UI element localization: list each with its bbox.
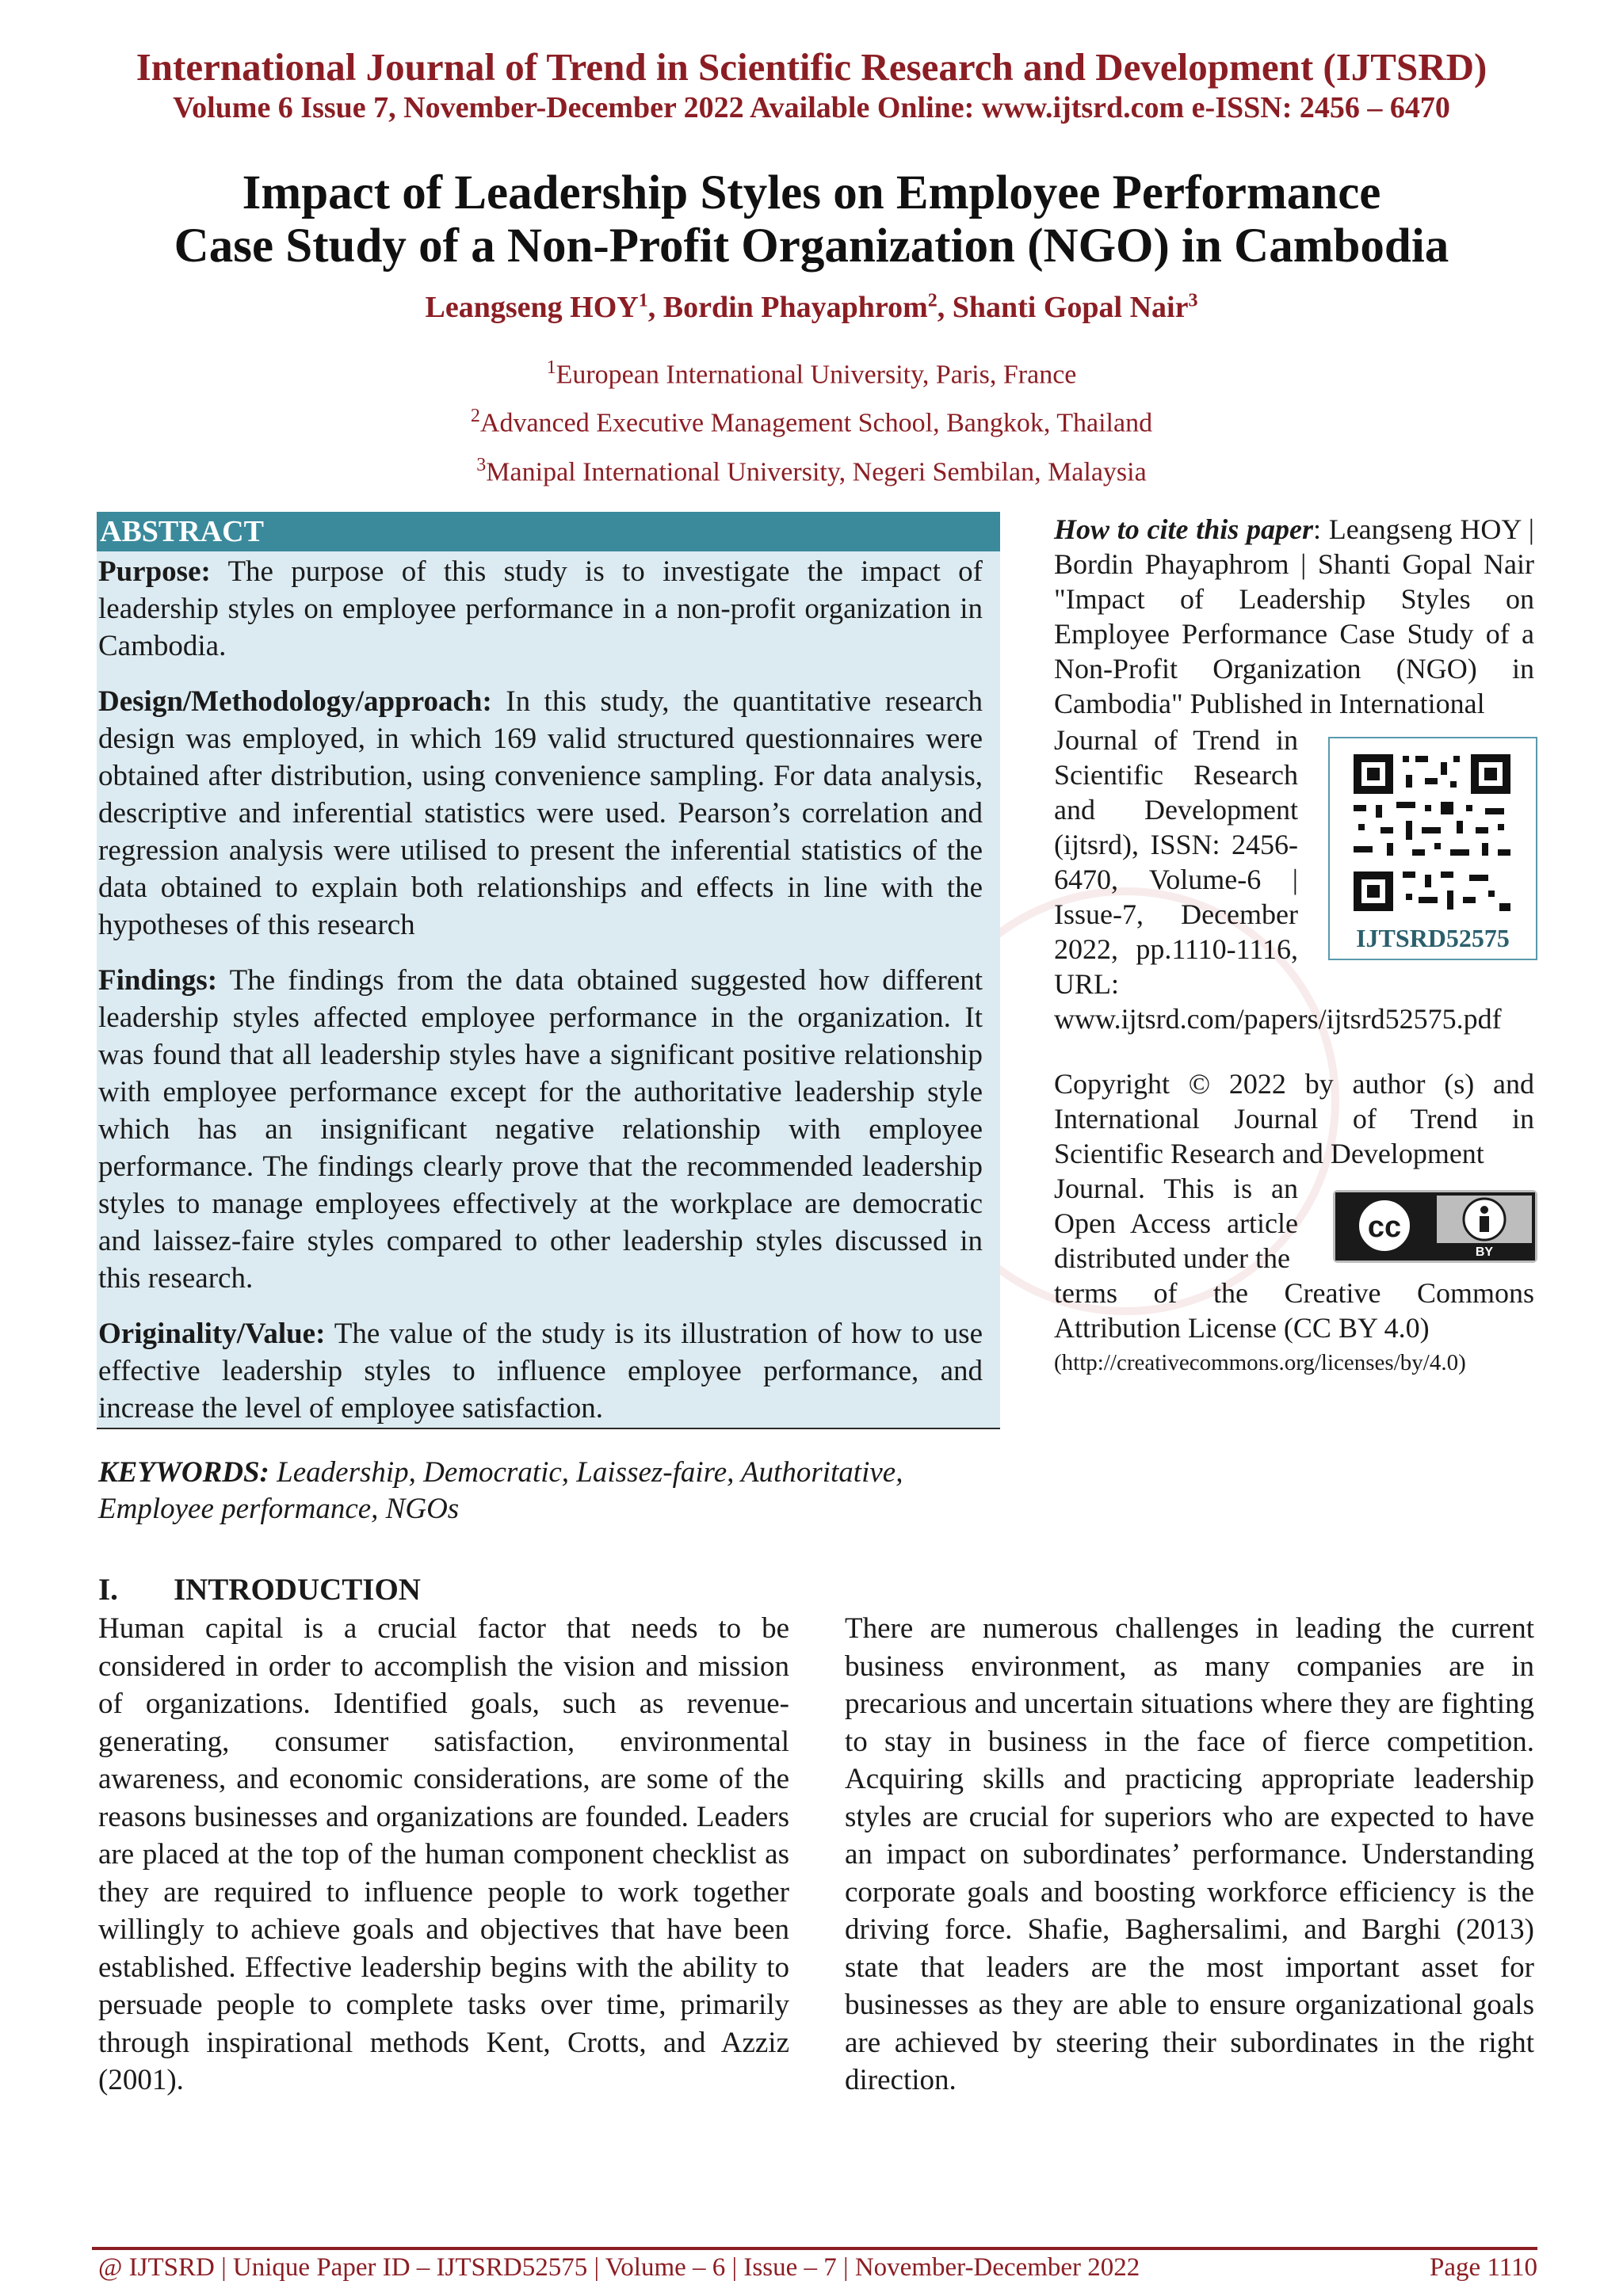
paper-title — [0, 166, 1623, 273]
affiliation-item: $^1$European International University, Paris, France — [546, 357, 1077, 390]
affiliations — [0, 347, 1623, 493]
page-footer — [98, 2253, 1537, 2283]
footer-info: @ IJTSRD | Unique Paper ID – IJTSRD52575 | Volume – 6 | Issue – 7 | November-December 2022 — [98, 2253, 1140, 2282]
copyright-text: Copyright © 2022 by author (s) and International Journal of Trend in Scientific Research and Development — [1054, 1068, 1534, 1169]
author-sup: 2 — [927, 290, 938, 311]
footer-rule — [92, 2247, 1537, 2250]
journal-issue-line: Volume 6 Issue 7, November-December 2022 Available Online: www.ijtsrd.com e-ISSN: 2456 – 6470 — [173, 91, 1450, 124]
citation-block: How to cite this paper: Leangseng HOY | Bordin Phayaphrom | Shanti Gopal Nair "Impact of Leadership Styles on Employee Performance Case Study of a Non-Profit Organization (NGO) in Cambodia" Published in International — [1054, 513, 1534, 719]
citation-details: Journal of Trend in Scientific Research and Development (ijtsrd), ISSN: 2456-6470, Volume-6 | Issue-7, December 2022, pp.1110-1116, URL: — [1054, 724, 1298, 1000]
cc-by-text: BY — [1475, 1245, 1494, 1259]
copyright-terms: terms of the Creative Commons Attribution License (CC BY 4.0) — [1054, 1277, 1534, 1344]
author-sup: 3 — [1188, 290, 1198, 311]
cc-badge-text: cc — [1367, 1211, 1402, 1244]
abstract-findings: Findings: The findings from the data obtained suggested how different leadership styles affected employee performance in the organization. It was found that all leadership styles have a significant positive relationship with employee performance except for the authoritative leadership style which has an insignificant negative relationship with employee performance. The findings clearly prove that the recommended leadership styles to manage employees effectively at the workplace are democratic and laissez-faire styles compared to other leadership styles discussed in this research. — [98, 964, 983, 1295]
paper-title-line1: Impact of Leadership Styles on Employee Performance — [242, 166, 1381, 219]
author-name: Leangseng HOY — [425, 291, 639, 324]
author-name: Bordin Phayaphrom — [663, 291, 928, 324]
abstract-heading: ABSTRACT — [97, 512, 1000, 551]
intro-left-column: Human capital is a crucial factor that needs to be considered in order to accomplish the vision and mission of organizations. Identified goals, such as revenue-generating, consumer satisfaction, environmental awareness, and economic considerations, are some of the reasons businesses and organizations are founded. Leaders are placed at the top of the human component checklist as they are required to influence people to work together willingly to achieve goals and objectives that have been established. Effective leadership begins with the ability to persuade people to complete tasks over time, primarily through inspirational methods Kent, Crotts, and Azziz (2001). — [98, 1612, 789, 2096]
author-sup: 1 — [638, 290, 648, 311]
qr-label: IJTSRD52575 — [1356, 924, 1510, 952]
affiliation-item: $^3$Manipal International University, Negeri Sembilan, Malaysia — [476, 454, 1147, 486]
citation-url[interactable]: www.ijtsrd.com/papers/ijtsrd52575.pdf — [1054, 1003, 1502, 1035]
keywords: KEYWORDS: Leadership, Democratic, Laissez-faire, Authoritative, Employee performance, NGOs — [98, 1456, 903, 1525]
cc-by-license-icon — [1333, 1190, 1537, 1263]
journal-title: International Journal of Trend in Scientific Research and Development (IJTSRD) — [136, 45, 1487, 89]
author-list: Leangseng HOY$^1$, Bordin Phayaphrom$^2$, Shanti Gopal Nair$^3$ — [425, 290, 1198, 324]
paper-title-line2: Case Study of a Non-Profit Organization (NGO) in Cambodia — [174, 219, 1449, 273]
section-heading: I. INTRODUCTION — [98, 1573, 421, 1607]
author-name: Shanti Gopal Nair — [952, 291, 1189, 324]
abstract-purpose: Purpose: The purpose of this study is to investigate the impact of leadership styles on employee performance in a non-profit organization in Cambodia. — [98, 555, 983, 662]
affiliation-item: $^2$Advanced Executive Management School, Bangkok, Thailand — [470, 406, 1153, 438]
abstract-originality: Originality/Value: The value of the study is its illustration of how to use effective leadership styles to influence employee performance, and increase the level of employee satisfaction. — [98, 1318, 983, 1425]
intro-right-column: There are numerous challenges in leading the current business environment, as many companies are in precarious and uncertain situations where they are fighting to stay in business in the face of fierce competition. Acquiring skills and practicing appropriate leadership styles are crucial for superiors who are expected to have an impact on subordinates’ performance. Understanding corporate goals and boosting workforce efficiency is the driving force. Shafie, Baghersalimi, and Barghi (2013) state that leaders are the most important asset for businesses as they are able to ensure organizational goals are achieved by steering their subordinates in the right direction. — [845, 1612, 1534, 2096]
page-number: Page 1110 — [1430, 2253, 1537, 2282]
license-url[interactable]: (http://creativecommons.org/licenses/by/4.0) — [1054, 1350, 1466, 1375]
copyright-open-access: Journal. This is an Open Access article distributed under the — [1054, 1173, 1298, 1274]
abstract-design: Design/Methodology/approach: In this study, the quantitative research design was employed, in which 169 valid structured questionnaires were obtained after distribution, using convenience sampling. For data analysis, descriptive and inferential statistics were used. Pearson’s correlation and regression analysis were utilised to present the inferential statistics of the data obtained to explain both relationships and effects in line with the hypotheses of this research — [98, 685, 983, 941]
